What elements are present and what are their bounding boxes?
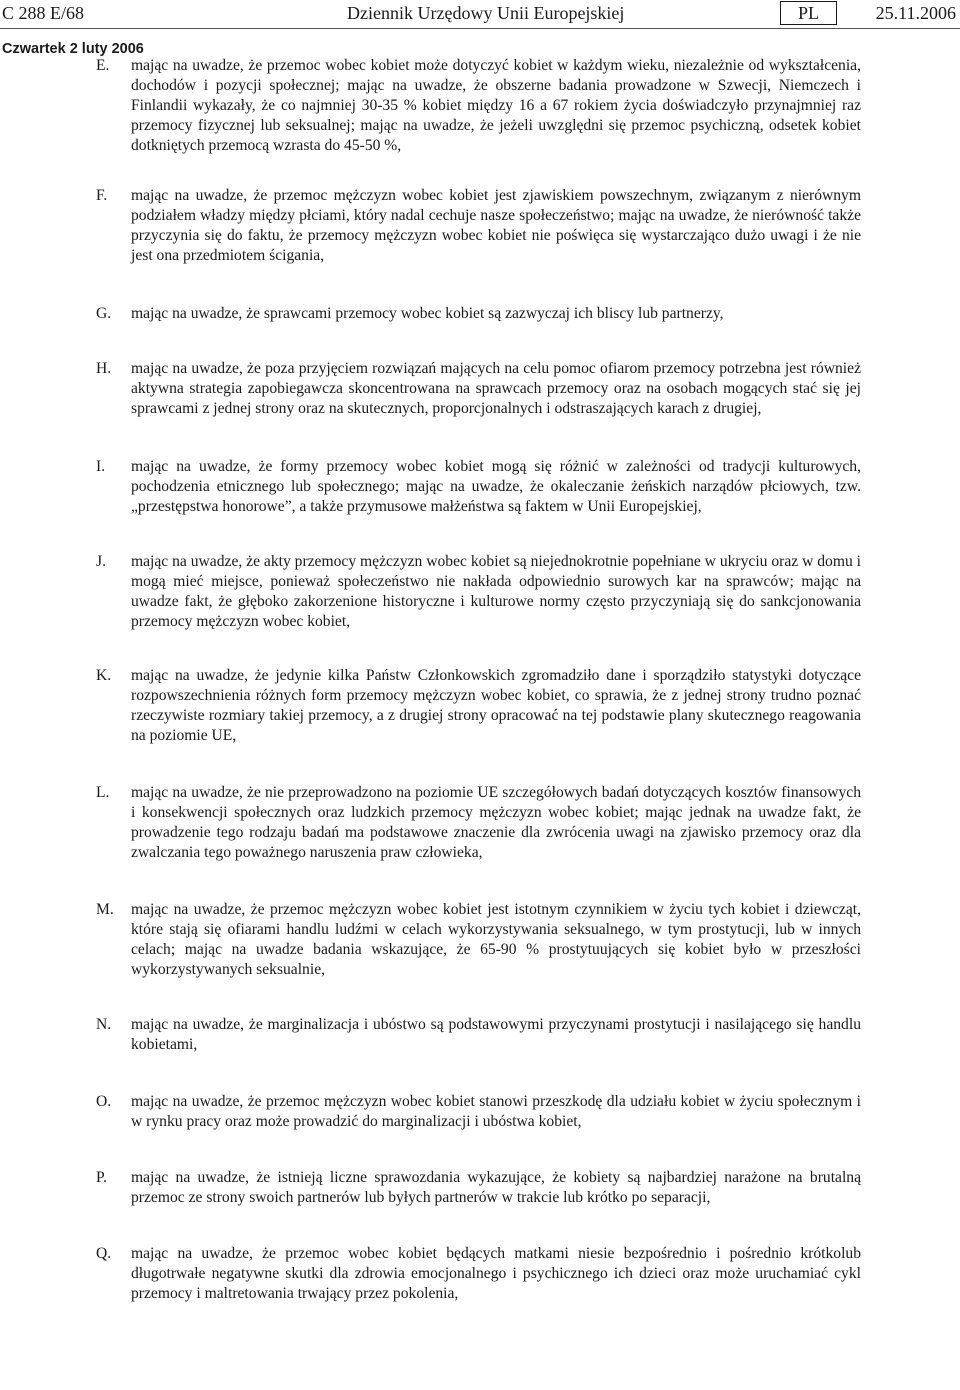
journal-title: Dziennik Urzędowy Unii Europejskiej — [347, 3, 625, 23]
recital-text: mając na uwadze, że przemoc wobec kobiet może dotyczyć kobiet w każdym wieku, niezależnie od wykształcenia, dochodów i pozycji społecznej; mając na uwadze, że obszerne badania prowadzone w Szwecji, Niemczech i Finlandii wykazały, że co najmniej 30-35 % kobiet między 16 a 67 rokiem życia doświadczyło przynajmniej raz przemocy fizycznej lub seksualnej; mając na uwadze, że jeżeli uwzględni się przemoc psychiczną, odsetek kobiet dotkniętych przemocą wzrasta do 45-50 %, — [131, 57, 861, 154]
recital-text: mając na uwadze, że przemoc mężczyzn wobec kobiet jest zjawiskiem powszechnym, związanym z nierównym podziałem władzy między płciami, który nadal cechuje nasze społeczeństwo; mając na uwadze, że nierówność także przyczynia się do faktu, że przemocy mężczyzn wobec kobiet nie poświęca się wystarczająco dużo uwagi i że nie jest ona przedmiotem ścigania, — [131, 187, 861, 264]
recital-o — [0, 1092, 960, 1132]
session-date: Czwartek 2 luty 2006 — [2, 41, 144, 57]
recital-letter: J. — [96, 553, 106, 570]
recital-m — [0, 900, 960, 980]
recital-text: mając na uwadze, że przemoc wobec kobiet będących matkami niesie bezpośrednio i pośrednio krótkolub długotrwałe negatywne skutki dla zdrowia emocjonalnego i psychicznego ich dzieci oraz może uruchamiać cykl przemocy i maltretowania trwający przez pokolenia, — [131, 1245, 861, 1302]
recital-q — [0, 1244, 960, 1304]
recital-text: mając na uwadze, że poza przyjęciem rozwiązań mających na celu pomoc ofiarom przemocy potrzebna jest również aktywna strategia zapobiegawcza skoncentrowana na sprawcach przemocy oraz na osobach mogących stać się jej sprawcami z jednej strony oraz na skutecznych, proporcjonalnych i odstraszających karach z drugiej, — [131, 360, 861, 417]
recital-p — [0, 1168, 960, 1208]
page-header — [0, 0, 960, 30]
recital-letter: E. — [96, 57, 110, 74]
recital-letter: H. — [96, 360, 112, 377]
recitals-list — [0, 56, 960, 1304]
recital-l — [0, 783, 960, 863]
recital-text: mając na uwadze, że marginalizacja i ubóstwo są podstawowymi przyczynami prostytucji i nasilającego się handlu kobietami, — [131, 1016, 861, 1053]
recital-text: mając na uwadze, że formy przemocy wobec kobiet mogą się różnić w zależności od tradycji kulturowych, pochodzenia etnicznego lub społecznego; mając na uwadze, że okaleczanie żeńskich narządów płciowych, tzw. „przestępstwa honorowe”, a także przymusowe małżeństwa są faktem w Unii Europejskiej, — [131, 458, 861, 515]
recital-text: mając na uwadze, że sprawcami przemocy wobec kobiet są zazwyczaj ich bliscy lub partnerzy, — [131, 305, 724, 322]
recital-letter: M. — [96, 901, 114, 918]
recital-letter: N. — [96, 1016, 112, 1033]
recital-letter: P. — [96, 1169, 107, 1186]
recital-letter: Q. — [96, 1245, 112, 1262]
recital-letter: O. — [96, 1093, 112, 1110]
recital-h — [0, 359, 960, 419]
recital-e — [0, 56, 960, 156]
recital-text: mając na uwadze, że akty przemocy mężczyzn wobec kobiet są niejednokrotnie popełniane w ukryciu oraz w domu i mogą mieć miejsce, ponieważ społeczeństwo nie nakłada odpowiednio surowych kar na sprawców; mając na uwadze fakt, że głęboko zakorzenione historyczne i kulturowe normy często przyczyniają się do sankcjonowania przemocy mężczyzn wobec kobiet, — [131, 553, 862, 630]
recital-letter: L. — [96, 784, 110, 801]
recital-n — [0, 1015, 960, 1055]
recital-letter: F. — [96, 187, 108, 204]
recital-text: mając na uwadze, że istnieją liczne sprawozdania wykazujące, że kobiety są najbardziej narażone na brutalną przemoc ze strony swoich partnerów lub byłych partnerów w trakcie lub krótko po separacji, — [131, 1169, 861, 1206]
recital-k — [0, 666, 960, 746]
recital-j — [0, 552, 960, 632]
language-badge: PL — [780, 1, 837, 25]
recital-letter: G. — [96, 305, 112, 322]
recital-text: mając na uwadze, że przemoc mężczyzn wobec kobiet jest istotnym czynnikiem w życiu tych kobiet i dziewcząt, które stają się ofiarami handlu ludźmi w celach wykorzystywania seksualnego, w tym prostytucji, lub w innych celach; mając na uwadze badania wskazujące, że 65-90 % prostytuujących się kobiet było w przeszłości wykorzystywanych seksualnie, — [131, 901, 861, 978]
recital-text: mając na uwadze, że nie przeprowadzono na poziomie UE szczegółowych badań dotyczących kosztów finansowych i konsekwencji społecznych oraz ludzkich przemocy mężczyzn wobec kobiet; mając jednak na uwadze fakt, że prowadzenie tego rodzaju badań ma podstawowe znaczenie dla zwrócenia uwagi na zjawisko przemocy oraz dla zwalczania tego poważnego naruszenia praw człowieka, — [131, 784, 861, 861]
recital-f — [0, 186, 960, 266]
recital-letter: I. — [96, 458, 106, 475]
page-reference: C 288 E/68 — [2, 3, 85, 23]
recital-text: mając na uwadze, że przemoc mężczyzn wobec kobiet stanowi przeszkodę dla udziału kobiet w życiu społecznym i w rynku pracy oraz może prowadzić do marginalizacji i ubóstwa kobiet, — [131, 1093, 861, 1130]
recital-i — [0, 457, 960, 517]
recital-text: mając na uwadze, że jedynie kilka Państw Członkowskich zgromadziło dane i sporządziło statystyki dotyczące rozpowszechnienia różnych form przemocy mężczyzn wobec kobiet, co sprawia, że z jednej strony trudno poznać rzeczywiste rozmiary takiej przemocy, a z drugiej strony opracować na tej podstawie plany skutecznego reagowania na poziomie UE, — [131, 667, 861, 744]
recital-letter: K. — [96, 667, 112, 684]
recital-g — [0, 304, 960, 324]
issue-date: 25.11.2006 — [875, 3, 956, 23]
header-rule — [0, 28, 960, 29]
